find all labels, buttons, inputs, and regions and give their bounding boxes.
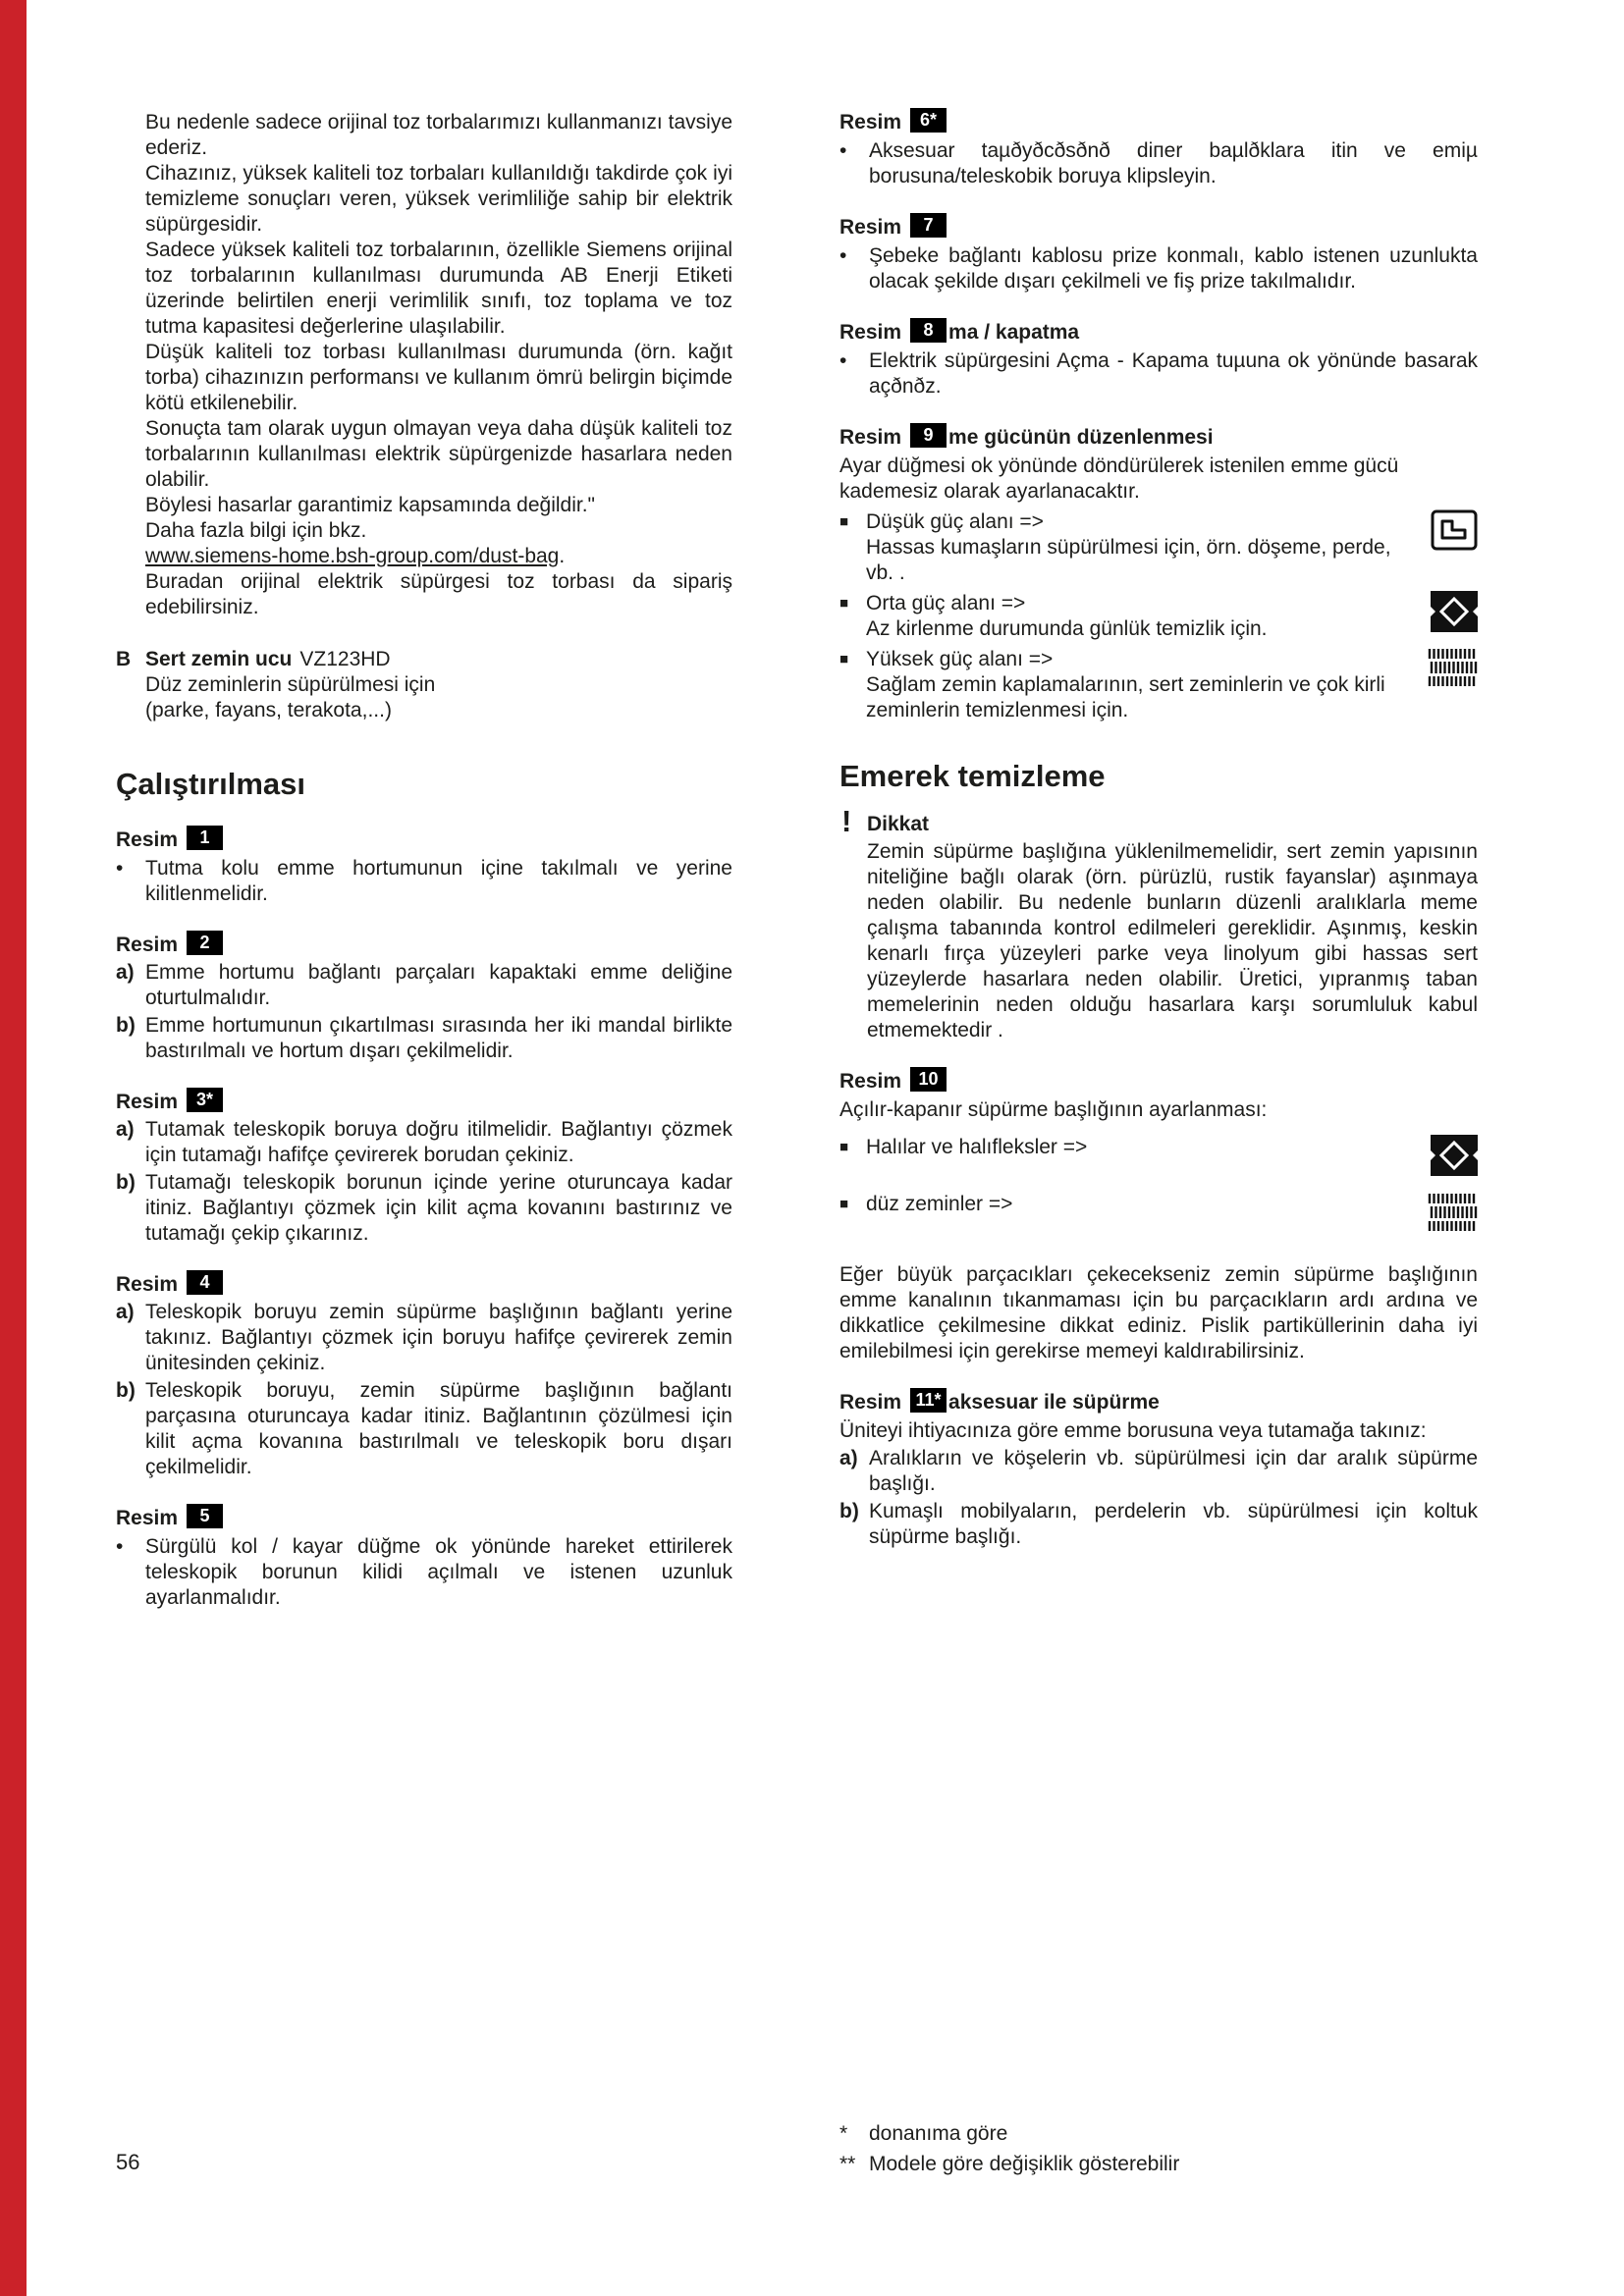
right-column <box>839 110 1478 1550</box>
bullet-item <box>839 243 1478 294</box>
item-b-line: Düz zeminlerin süpürülmesi için <box>145 673 436 696</box>
footnote-mark: * <box>839 2122 848 2145</box>
paragraph: Bu nedenle sadece orijinal toz torbalarımızı kullanmanızı tavsiye ederiz. <box>145 111 732 159</box>
item-b-title: Sert zemin ucu <box>145 648 293 670</box>
square-bullet-icon: ■ <box>839 651 849 667</box>
figure-badge: 2 <box>187 931 223 955</box>
step-item-a <box>116 1300 732 1376</box>
step-label: b) <box>116 1379 135 1402</box>
bullet-item <box>116 856 732 907</box>
figure-section-2 <box>116 933 732 1064</box>
hard-floor-icon <box>1427 647 1478 688</box>
link-suffix: . <box>559 545 566 567</box>
figure-section-8 <box>839 320 1478 400</box>
power-level-high <box>839 647 1478 723</box>
bullet-icon: • <box>116 857 124 880</box>
footnote <box>839 2118 1179 2149</box>
carpet-icon <box>1431 1135 1478 1176</box>
figure-label: Resim <box>839 321 902 344</box>
step-text: Tutamağı teleskopik borunun içinde yerine oturuncaya kadar itiniz. Bağlantıyı çözmek için kilit açma kovanını bastırınız ve tutamağı çekip çıkarınız. <box>145 1171 732 1245</box>
figure-heading <box>839 110 1478 135</box>
figure-title: ma / kapatma <box>948 321 1080 344</box>
figure-intro: Açılır-kapanır süpürme başlığının ayarlanması: <box>839 1098 1268 1121</box>
figure-heading <box>839 1069 1478 1095</box>
step-label: b) <box>116 1014 135 1037</box>
paragraph: Böylesi hasarlar garantimiz kapsamında değildir." <box>145 494 596 516</box>
figure-title: aksesuar ile süpürme <box>948 1391 1160 1414</box>
figure-badge: 1 <box>187 826 223 850</box>
step-text: Aralıkların ve köşelerin vb. süpürülmesi için dar aralık süpürme başlığı. <box>869 1447 1478 1495</box>
figure-section-9 <box>839 425 1478 723</box>
caution-text: Zemin süpürme başlığına yüklenilmemelidir, sert zemin yapısının niteliğine bağlı olarak (örn. pürüzlü, rustik fayanslar) aşınmaya neden olabilir. Bu nedenle bunların düzenli aralıklarla meme çalışma tabanında kontrol edilmeleri gereklidir. Aşınmış, keskin kenarlı fırça yüzeyleri parke veya linolyum gibi hassas sert yüzeylerde hasarlara neden olabilir. Üretici, yıpranmış taban memelerinin neden olduğu hasarlara karşı sorumluluk kabul etmemektedir . <box>867 840 1478 1041</box>
figure-heading <box>116 1506 732 1531</box>
figure-label: Resim <box>116 1091 179 1113</box>
figure-heading <box>116 1090 732 1115</box>
figure-label: Resim <box>116 1273 179 1296</box>
footnotes <box>839 2118 1179 2179</box>
figure-badge: 6* <box>910 108 947 133</box>
caution-title: Dikkat <box>867 813 930 835</box>
figure-section-1 <box>116 828 732 907</box>
item-b-label: B <box>116 648 132 670</box>
figure-section-11 <box>839 1390 1478 1550</box>
step-item-a <box>116 960 732 1011</box>
dust-bag-info-block <box>116 110 732 620</box>
nozzle-setting-text <box>866 1192 1399 1237</box>
power-level-title: Düşük güç alanı => <box>866 510 1044 533</box>
step-text: Emme hortumunun çıkartılması sırasında her iki mandal birlikte bastırılmalı ve hortum dışarı çekilmelidir. <box>145 1014 732 1062</box>
step-item-b <box>116 1013 732 1064</box>
power-level-desc: Sağlam zemin kaplamalarının, sert zeminlerin ve çok kirli zeminlerin temizlenmesi için. <box>866 673 1385 721</box>
paragraph: Sonuçta tam olarak uygun olmayan veya daha düşük kaliteli toz torbalarının kullanılması elektrik süpürgenizde hasarlara neden olabilir. <box>145 417 732 491</box>
square-bullet-icon: ■ <box>839 1139 849 1155</box>
bullet-text: Tutma kolu emme hortumunun içine takılmalı ve yerine kilitlenmelidir. <box>145 857 732 905</box>
figure-label: Resim <box>116 934 179 956</box>
figure-badge: 3* <box>187 1088 223 1112</box>
step-text: Teleskopik boruyu zemin süpürme başlığının bağlantı yerine takınız. Bağlantıyı çözmek için boruyu hafifçe çevirerek zemin ünitesinden çekiniz. <box>145 1301 732 1374</box>
footnote-mark: ** <box>839 2153 856 2175</box>
step-label: a) <box>839 1447 858 1469</box>
figure-badge: 10 <box>910 1067 947 1092</box>
power-level-text <box>866 647 1399 723</box>
page-number: 56 <box>116 2150 140 2174</box>
square-bullet-icon: ■ <box>839 1196 849 1212</box>
bullet-icon: • <box>116 1535 124 1558</box>
curtain-icon <box>1431 509 1478 551</box>
footnote-text: donanıma göre <box>869 2122 1008 2145</box>
caution-block <box>839 804 1478 1043</box>
nozzle-setting-label: düz zeminler => <box>866 1193 1013 1215</box>
figure-heading <box>116 933 732 958</box>
step-item-a <box>839 1446 1478 1497</box>
figure-intro: Üniteyi ihtiyacınıza göre emme borusuna veya tutamağa takınız: <box>839 1419 1427 1442</box>
figure-label: Resim <box>839 1391 902 1414</box>
nozzle-setting-carpet <box>839 1135 1478 1180</box>
step-label: a) <box>116 961 135 984</box>
figure-section-3 <box>116 1090 732 1247</box>
step-label: b) <box>116 1171 135 1194</box>
figure-section-10 <box>839 1069 1478 1237</box>
step-label: a) <box>116 1118 135 1141</box>
step-label: b) <box>839 1500 859 1522</box>
item-b-line: (parke, fayans, terakota,...) <box>145 699 392 721</box>
step-text: Emme hortumu bağlantı parçaları kapaktaki emme deliğine oturtulmalıdır. <box>145 961 732 1009</box>
figure-intro: Ayar düğmesi ok yönünde döndürülerek istenilen emme gücü kademesiz olarak ayarlanacaktır. <box>839 454 1399 503</box>
figure-heading <box>839 425 1478 451</box>
figure-badge: 9 <box>910 423 947 448</box>
figure-title: me gücünün düzenlenmesi <box>948 426 1214 449</box>
step-text: Tutamak teleskopik boruya doğru itilmelidir. Bağlantıyı çözmek için tutamağı hafifçe çevirerek borudan çekiniz. <box>145 1118 732 1166</box>
square-bullet-icon: ■ <box>839 513 849 530</box>
figure-label: Resim <box>839 216 902 239</box>
paragraph: Cihazınız, yüksek kaliteli toz torbaları kullanıldığı takdirde çok iyi temizleme sonuçları veren, yüksek verimliliğe sahip bir elektrik süpürgesidir. <box>145 162 732 236</box>
figure-label: Resim <box>839 111 902 133</box>
figure-label: Resim <box>839 426 902 449</box>
power-level-text <box>866 509 1399 586</box>
bullet-icon: • <box>839 349 847 372</box>
figure-heading <box>839 215 1478 240</box>
power-level-desc: Hassas kumaşların süpürülmesi için, örn. döşeme, perde, vb. . <box>866 536 1391 584</box>
bullet-icon: • <box>839 244 847 267</box>
figure-heading <box>839 320 1478 346</box>
paragraph: Buradan orijinal elektrik süpürgesi toz torbası da sipariş edebilirsiniz. <box>145 570 732 618</box>
bullet-text: Sürgülü kol / kayar düğme ok yönünde hareket ettirilerek teleskopik borunun kilidi açılmalı ve istenen uzunluk ayarlanmalıdır. <box>145 1535 732 1609</box>
footnote-text: Modele göre değişiklik gösterebilir <box>869 2153 1180 2175</box>
link-line <box>145 544 732 569</box>
figure-section-6 <box>839 110 1478 189</box>
paragraph: Daha fazla bilgi için bkz. <box>145 519 367 542</box>
bullet-item <box>839 348 1478 400</box>
footnote <box>839 2149 1179 2179</box>
step-item-b <box>116 1378 732 1480</box>
nozzle-setting-text <box>866 1135 1399 1180</box>
step-text: Teleskopik boruyu, zemin süpürme başlığının bağlantı parçasına oturuncaya kadar itiniz. Bağlantının çözülmesi için kilit açma kovanına bastırılmalı ve teleskopik boru dışarı çekilmelidir. <box>145 1379 732 1478</box>
section-heading-vacuuming: Emerek temizleme <box>839 759 1106 793</box>
power-level-text <box>866 591 1399 642</box>
bullet-text: Aksesuar taµðyðcðsðnð diпer baµlðklara itin ve emiµ borusuna/teleskobik boruya klipsleyin. <box>869 139 1478 187</box>
step-item-b <box>839 1499 1478 1550</box>
exclamation-icon: ! <box>841 804 852 838</box>
power-level-title: Yüksek güç alanı => <box>866 648 1054 670</box>
coarse-particles-paragraph: Eğer büyük parçacıkları çekecekseniz zemin süpürme başlığının emme kanalının tıkanmaması için bu parçacıkların ardı ardına ve dikkatlice çekilmesine dikkat ediniz. Pislik partiküllerinin daha iyi emilebilmesi için gerekirse memeyi kaldırabilirsiniz. <box>839 1263 1478 1362</box>
bullet-item <box>116 1534 732 1611</box>
figure-badge: 5 <box>187 1504 223 1528</box>
power-level-title: Orta güç alanı => <box>866 592 1026 614</box>
step-text: Kumaşlı mobilyaların, perdelerin vb. süpürülmesi için koltuk süpürme başlığı. <box>869 1500 1478 1548</box>
hard-floor-icon <box>1427 1192 1478 1233</box>
figure-badge: 8 <box>910 318 947 343</box>
power-level-desc: Az kirlenme durumunda günlük temizlik için. <box>866 617 1268 640</box>
step-label: a) <box>116 1301 135 1323</box>
figure-label: Resim <box>116 1507 179 1529</box>
step-item-b <box>116 1170 732 1247</box>
power-level-low <box>839 509 1478 586</box>
nozzle-setting-label: Halılar ve halıfleksler => <box>866 1136 1088 1158</box>
page-accent-bar <box>0 0 27 2296</box>
item-b-model: VZ123HD <box>299 648 391 670</box>
figure-badge: 11* <box>910 1388 947 1413</box>
bullet-item <box>839 138 1478 189</box>
bullet-icon: • <box>839 139 847 162</box>
bullet-text: Elektrik süpürgesini Açma - Kapama tuµuna ok yönünde basarak açðnðz. <box>869 349 1478 398</box>
figure-heading <box>116 828 732 853</box>
nozzle-setting-hard-floor <box>839 1192 1478 1237</box>
bullet-text: Şebeke bağlantı kablosu prize konmalı, kablo istenen uzunlukta olacak şekilde dışarı çekilmeli ve fiş prize takılmalıdır. <box>869 244 1478 293</box>
figure-badge: 4 <box>187 1270 223 1295</box>
square-bullet-icon: ■ <box>839 595 849 612</box>
paragraph: Sadece yüksek kaliteli toz torbalarının, özellikle Siemens orijinal toz torbalarının kullanılması durumunda AB Enerji Etiketi üzerinde belirtilen enerji verimlilik sınıfı, toz toplama ve toz tutma kapasitesi değerlerine ulaşılabilir. <box>145 239 732 338</box>
item-b-heading <box>116 647 732 672</box>
figure-section-5 <box>116 1506 732 1611</box>
hard-floor-nozzle-item <box>116 647 732 723</box>
carpet-icon <box>1431 591 1478 632</box>
figure-label: Resim <box>116 828 179 851</box>
paragraph: Düşük kaliteli toz torbası kullanılması durumunda (örn. kağıt torba) cihazınızın performansı ve kullanım ömrü belirgin biçimde kötü etkilenebilir. <box>145 341 732 414</box>
section-heading-operation: Çalıştırılması <box>116 767 305 801</box>
figure-section-4 <box>116 1272 732 1480</box>
figure-heading <box>839 1390 1478 1415</box>
dust-bag-link[interactable]: www.siemens-home.bsh-group.com/dust-bag <box>145 545 560 567</box>
figure-heading <box>116 1272 732 1298</box>
power-level-medium <box>839 591 1478 642</box>
figure-section-7 <box>839 215 1478 294</box>
step-item-a <box>116 1117 732 1168</box>
left-column <box>116 110 732 1611</box>
figure-badge: 7 <box>910 213 947 238</box>
figure-label: Resim <box>839 1070 902 1093</box>
